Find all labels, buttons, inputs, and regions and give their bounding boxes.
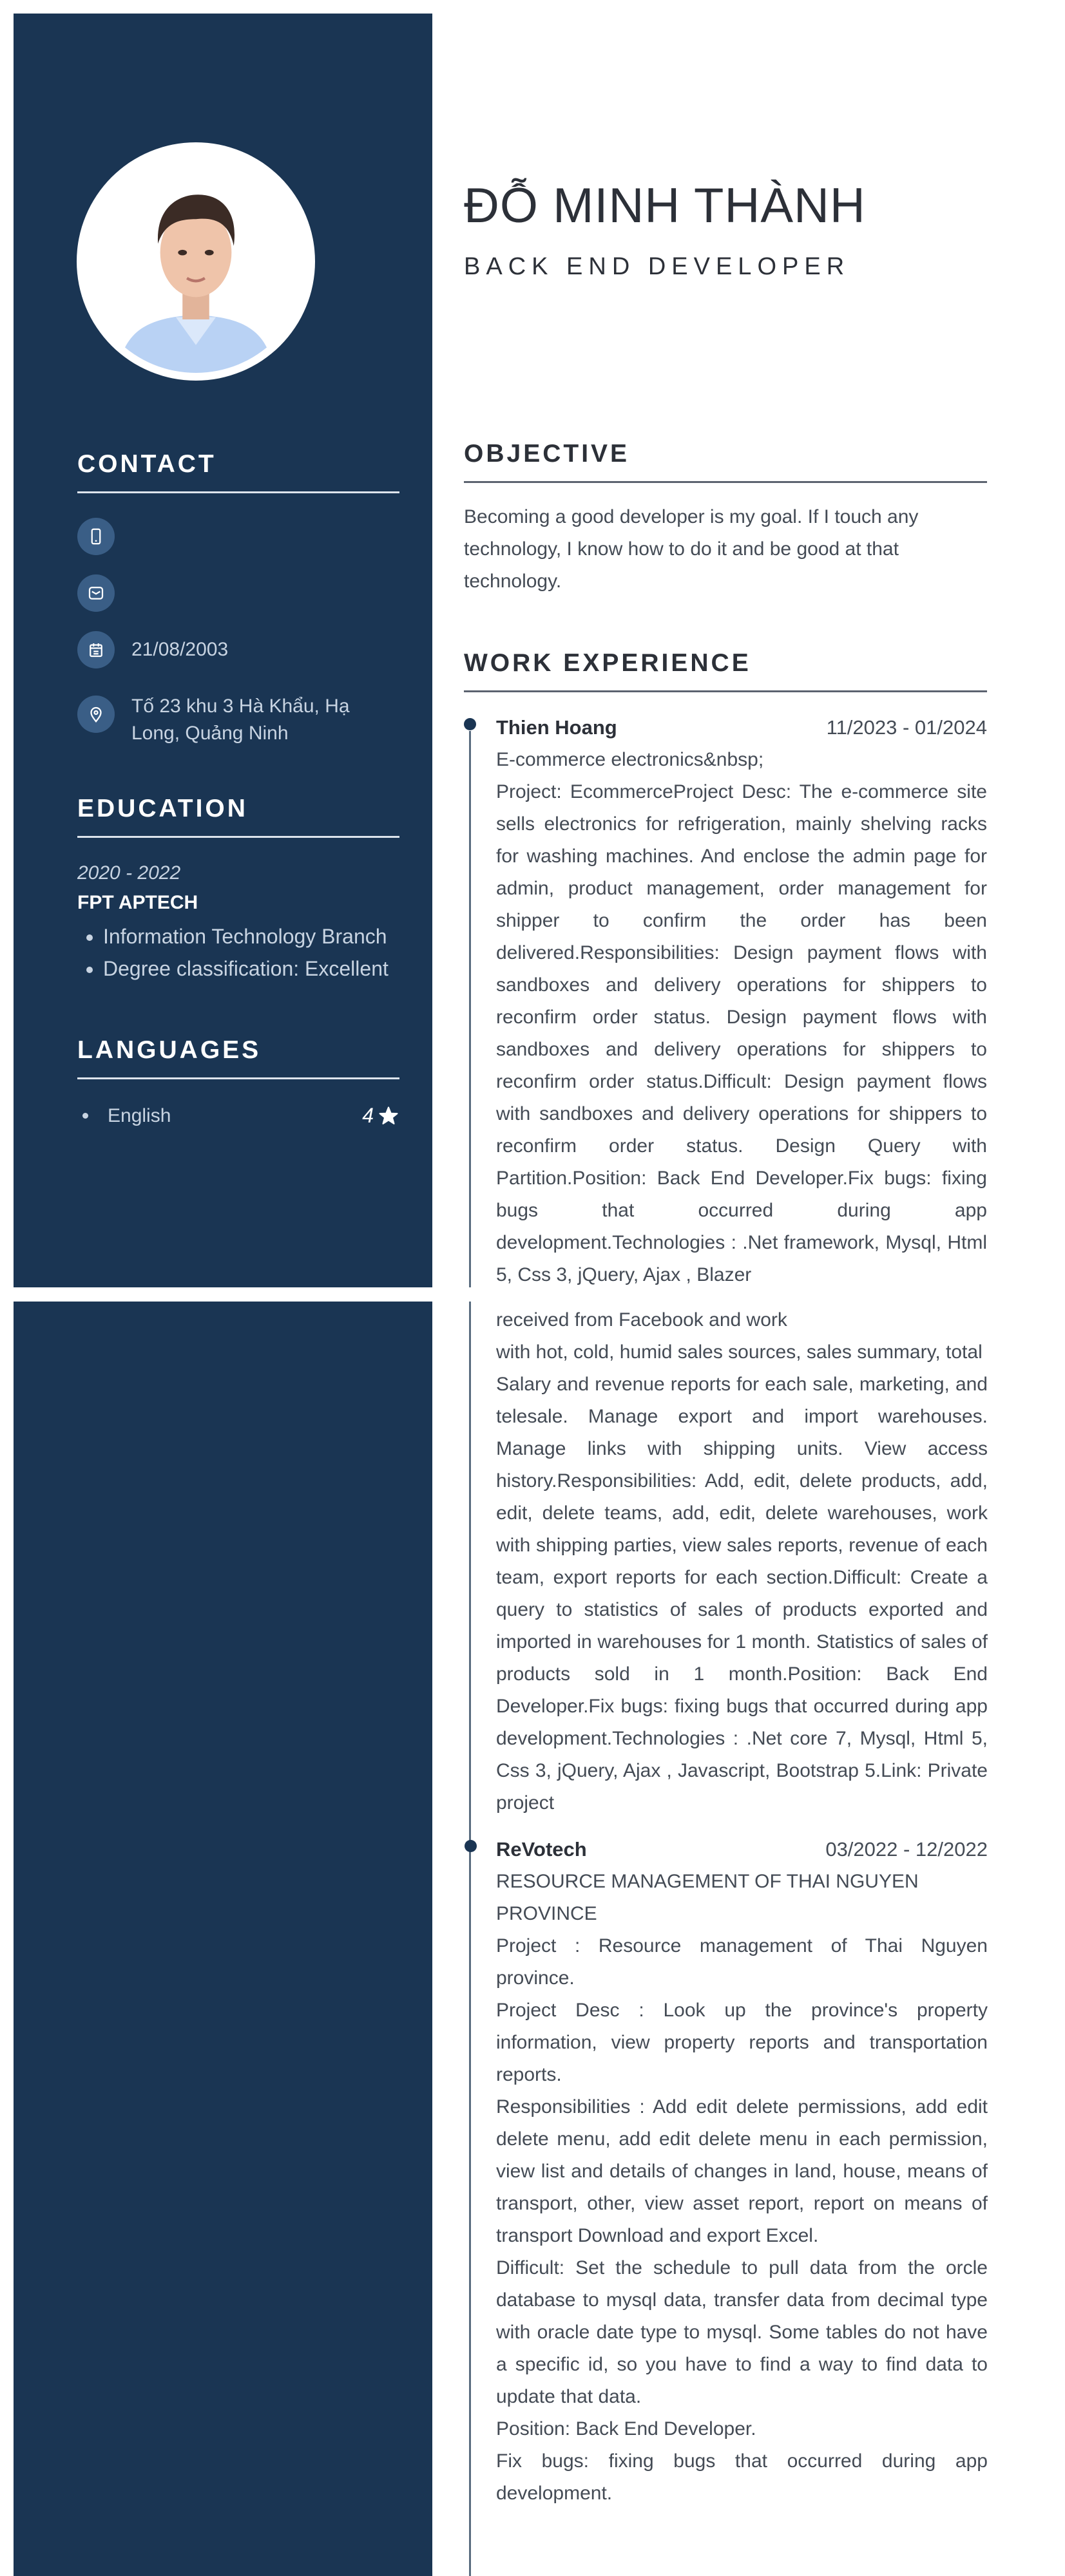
education-details (77, 920, 399, 985)
education-period: 2020 - 2022 (77, 862, 181, 884)
header (464, 178, 866, 281)
job-line: Difficult: Set the schedule to pull data from the orcle database to mysql data, transfer data from decimal type with oracle date type to mysql. Some tables do not have a specific id, so you have to find a way to find data to update that data. (496, 2257, 988, 2407)
timeline-line (469, 731, 471, 1287)
contact-address (77, 688, 399, 747)
language-item (77, 1104, 399, 1128)
languages-section (77, 1036, 399, 1128)
education-school: FPT APTECH (77, 892, 198, 913)
main-content-continued (432, 1302, 1051, 2576)
job-item (496, 712, 987, 1287)
job-period: 03/2022 - 12/2022 (825, 1838, 988, 1861)
job-item (496, 1833, 988, 2510)
sidebar-continued (14, 1302, 432, 2576)
objective-text: Becoming a good developer is my goal. If I touch any technology, I know how to do it and be good at that technology. (464, 506, 919, 592)
job-company: Thien Hoang (496, 716, 617, 739)
job-company: ReVotech (496, 1838, 587, 1861)
job-line: with hot, cold, humid sales sources, sales summary, total (496, 1341, 983, 1363)
job-description: Salary and revenue reports for each sale, marketing, and telesale. Manage export and import warehouses. Manage links with shipping units. View access history.Responsibilities: Add, edit, delete products, add, edit, delete teams, add, edit, delete warehouses, work with shipping parties, view sales reports, revenue of each team, export reports for each section.Difficult: Create a query to statistics of sales of products exported and imported in warehouses for 1 month. Statistics of sales of products sold in 1 month.Position: Back End Developer.Fix bugs: fixing bugs that occurred during app development.Technologies : .Net core 7, Mysql, Html 5, Css 3, jQuery, Ajax , Javascript, Bootstrap 5.Link: Private project (496, 1374, 988, 1814)
bullet (82, 1113, 88, 1119)
job-line: Fix bugs: fixing bugs that occurred during app development. (496, 2450, 988, 2504)
job-line: Project Desc : Look up the province's property information, view property reports and transportation reports. (496, 2000, 988, 2085)
job-line: Position: Back End Developer. (496, 2418, 756, 2439)
education-section (77, 795, 399, 985)
contact-address-text: Tố 23 khu 3 Hà Khẩu, Hạ Long, Quảng Ninh (131, 696, 350, 744)
job-line: received from Facebook and work (496, 1309, 787, 1331)
experience-continued (496, 1302, 988, 2510)
job-title: BACK END DEVELOPER (464, 253, 850, 280)
education-heading: EDUCATION (77, 795, 399, 838)
sidebar (14, 14, 432, 1287)
job-line: RESOURCE MANAGEMENT OF THAI NGUYEN PROVINCE (496, 1871, 919, 1924)
timeline-line (469, 1302, 471, 2576)
contact-heading: CONTACT (77, 450, 399, 493)
contact-section (77, 450, 399, 747)
calendar-icon (77, 631, 115, 668)
job-line: E-commerce electronics&nbsp; (496, 749, 764, 770)
contact-birthday-text: 21/08/2003 (131, 639, 229, 660)
contact-birthday (77, 631, 399, 668)
language-level-value: 4 (362, 1104, 374, 1127)
job-line: Responsibilities : Add edit delete permissions, add edit delete menu, add edit delete menu in each permission, view list and details of changes in land, house, means of transport, other, view asset report, report on means of transport Download and export Excel. (496, 2096, 988, 2246)
objective-heading: OBJECTIVE (464, 440, 987, 483)
avatar (77, 142, 315, 381)
star-icon (378, 1105, 399, 1127)
languages-heading: LANGUAGES (77, 1036, 399, 1079)
contact-email (77, 574, 399, 612)
education-detail: • Degree classification: Excellent (103, 952, 399, 985)
mail-icon (77, 574, 115, 612)
main-content (432, 14, 1051, 1287)
education-detail: • Information Technology Branch (103, 920, 399, 952)
location-icon (77, 696, 115, 733)
objective-section (464, 440, 987, 598)
contact-phone (77, 518, 399, 555)
experience-section (464, 649, 987, 1287)
full-name: ĐỖ MINH THÀNH (464, 178, 866, 233)
job-period: 11/2023 - 01/2024 (826, 716, 987, 739)
experience-timeline (464, 712, 987, 1287)
job-description: Project: EcommerceProject Desc: The e-commerce site sells electronics for refrigeration, mainly shelving racks for washing machines. And enclose the admin page for admin, product management, order management for shipper to confirm the order has been delivered.Responsibilities: Design payment flows with sandboxes and delivery operations for shippers to reconfirm order status. Design payment flows with sandboxes and delivery operations for shippers to reconfirm order status.Difficult: Design payment flows with sandboxes and delivery operations for shippers to reconfirm order status. Design Query with Partition.Position: Back End Developer.Fix bugs: fixing bugs that occurred during app development.Technologies : .Net framework, Mysql, Html 5, Css 3, jQuery, Ajax , Blazer (496, 781, 987, 1285)
profile-photo (84, 150, 307, 373)
page-gap (0, 1287, 1065, 1302)
job-line: Project : Resource management of Thai Nguyen province. (496, 1935, 988, 1989)
experience-heading: WORK EXPERIENCE (464, 649, 987, 692)
timeline-dot (464, 718, 476, 730)
timeline-dot (465, 1840, 477, 1852)
phone-icon (77, 518, 115, 555)
language-level (362, 1104, 399, 1128)
language-name: English (108, 1104, 171, 1126)
